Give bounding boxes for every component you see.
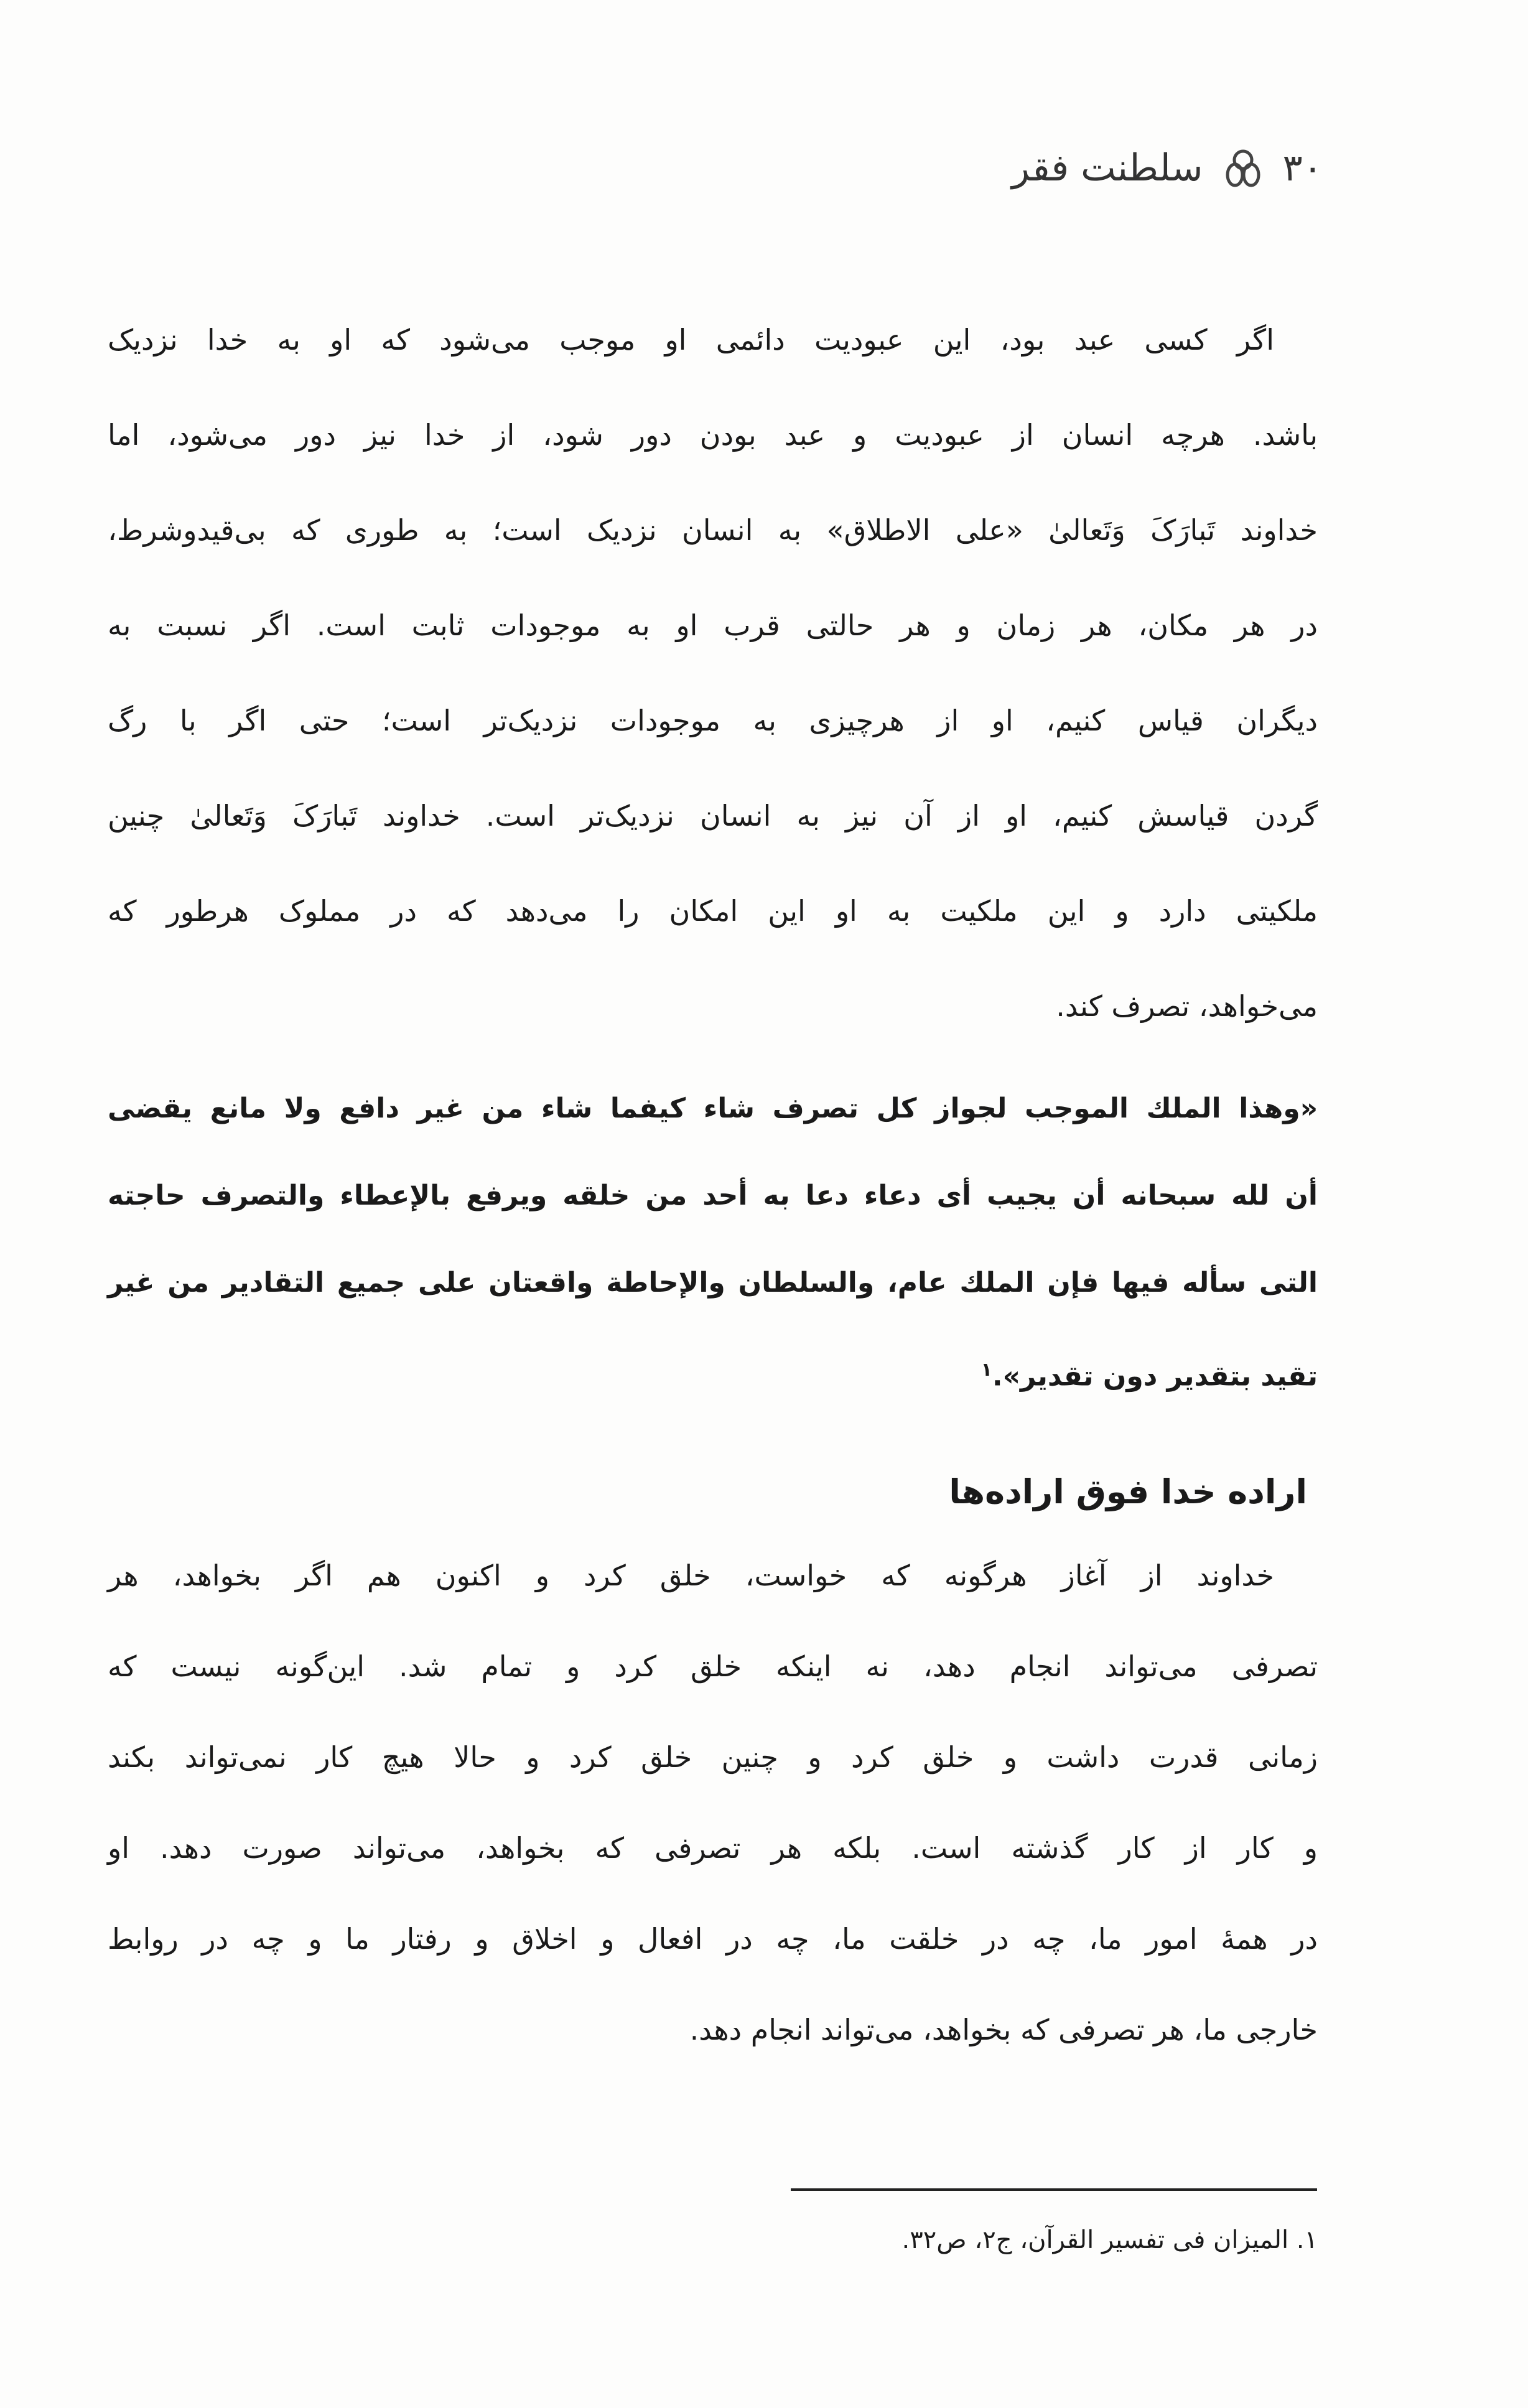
quote-line [108, 1327, 1318, 1421]
paragraph-line: تصرفی می‌تواند انجام دهد، نه اینکه خلق کرد و تمام شد. این‌گونه نیست که [108, 1649, 1318, 1683]
paragraph [108, 1530, 1318, 2075]
quote-text: تقيد بتقدير دون تقدير». [992, 1360, 1318, 1393]
paragraph-line: خارجی ما، هر تصرفی که بخواهد، می‌تواند انجام دهد. [689, 2012, 1318, 2046]
book-title: سلطنت فقر [1011, 146, 1203, 190]
footnote-reference[interactable]: ۱ [981, 1359, 992, 1381]
quote-line: أن لله سبحانه أن يجيب أى دعاء دعا به أحد من خلقه ويرفع بالإعطاء والتصرف حاجته [108, 1180, 1318, 1211]
page-number: ۳۰ [1282, 146, 1323, 190]
paragraph-line: خداوند تَبارَکَ وَتَعالیٰ «علی الاطلاق» به انسان نزدیک است؛ به طوری که بی‌قیدوشرط، [108, 513, 1318, 547]
paragraph-line: خداوند از آغاز هرگونه که خواست، خلق کرد و اکنون هم اگر بخواهد، هر [108, 1558, 1274, 1592]
book-emblem-icon [1224, 147, 1262, 189]
paragraph [108, 292, 1318, 1054]
paragraph-line: ملکیتی دارد و این ملکیت به او این امکان را می‌دهد که در مملوک هرطور که [108, 894, 1318, 928]
arabic-quote [108, 1065, 1318, 1421]
quote-line: التى سأله فيها فإن الملك عام، والسلطان والإحاطة واقعتان على جميع التقادير من غير [108, 1267, 1318, 1299]
paragraph-line: دیگران قیاس کنیم، او از هرچیزی به موجودات نزدیک‌تر است؛ حتی اگر با رگ [108, 704, 1318, 737]
paragraph-line: و کار از کار گذشته است. بلکه هر تصرفی که بخواهد، می‌تواند صورت دهد. او [108, 1831, 1318, 1865]
section-heading: اراده خدا فوق اراده‌ها [949, 1472, 1307, 1511]
paragraph-line: در همهٔ امور ما، چه در خلقت ما، چه در افعال و اخلاق و رفتار ما و چه در روابط [108, 1921, 1318, 1956]
paragraph-line: در هر مکان، هر زمان و هر حالتی قرب او به موجودات ثابت است. اگر نسبت به [108, 609, 1318, 642]
paragraph-line: زمانی قدرت داشت و خلق کرد و چنین خلق کرد و حالا هیچ کار نمی‌تواند بکند [108, 1740, 1318, 1774]
running-header [1012, 146, 1323, 190]
quote-line: «وهذا الملك الموجب لجواز كل تصرف شاء كيفما شاء من غير دافع ولا مانع يقضى [108, 1093, 1318, 1124]
paragraph-line: گردن قیاسش کنیم، او از آن نیز به انسان نزدیک‌تر است. خداوند تَبارَکَ وَتَعالیٰ چنین [108, 799, 1318, 833]
footnote-divider [791, 2188, 1317, 2191]
paragraph-line: می‌خواهد، تصرف کند. [1056, 989, 1318, 1023]
footnote: ۱. المیزان فی تفسیر القرآن، ج۲، ص۳۲. [901, 2226, 1318, 2254]
paragraph-line: باشد. هرچه انسان از عبودیت و عبد بودن دور شود، از خدا نیز دور می‌شود، اما [108, 418, 1318, 452]
page-body [108, 292, 1318, 2075]
paragraph-line: اگر کسی عبد بود، این عبودیت دائمی او موجب می‌شود که او به خدا نزدیک [108, 323, 1274, 357]
